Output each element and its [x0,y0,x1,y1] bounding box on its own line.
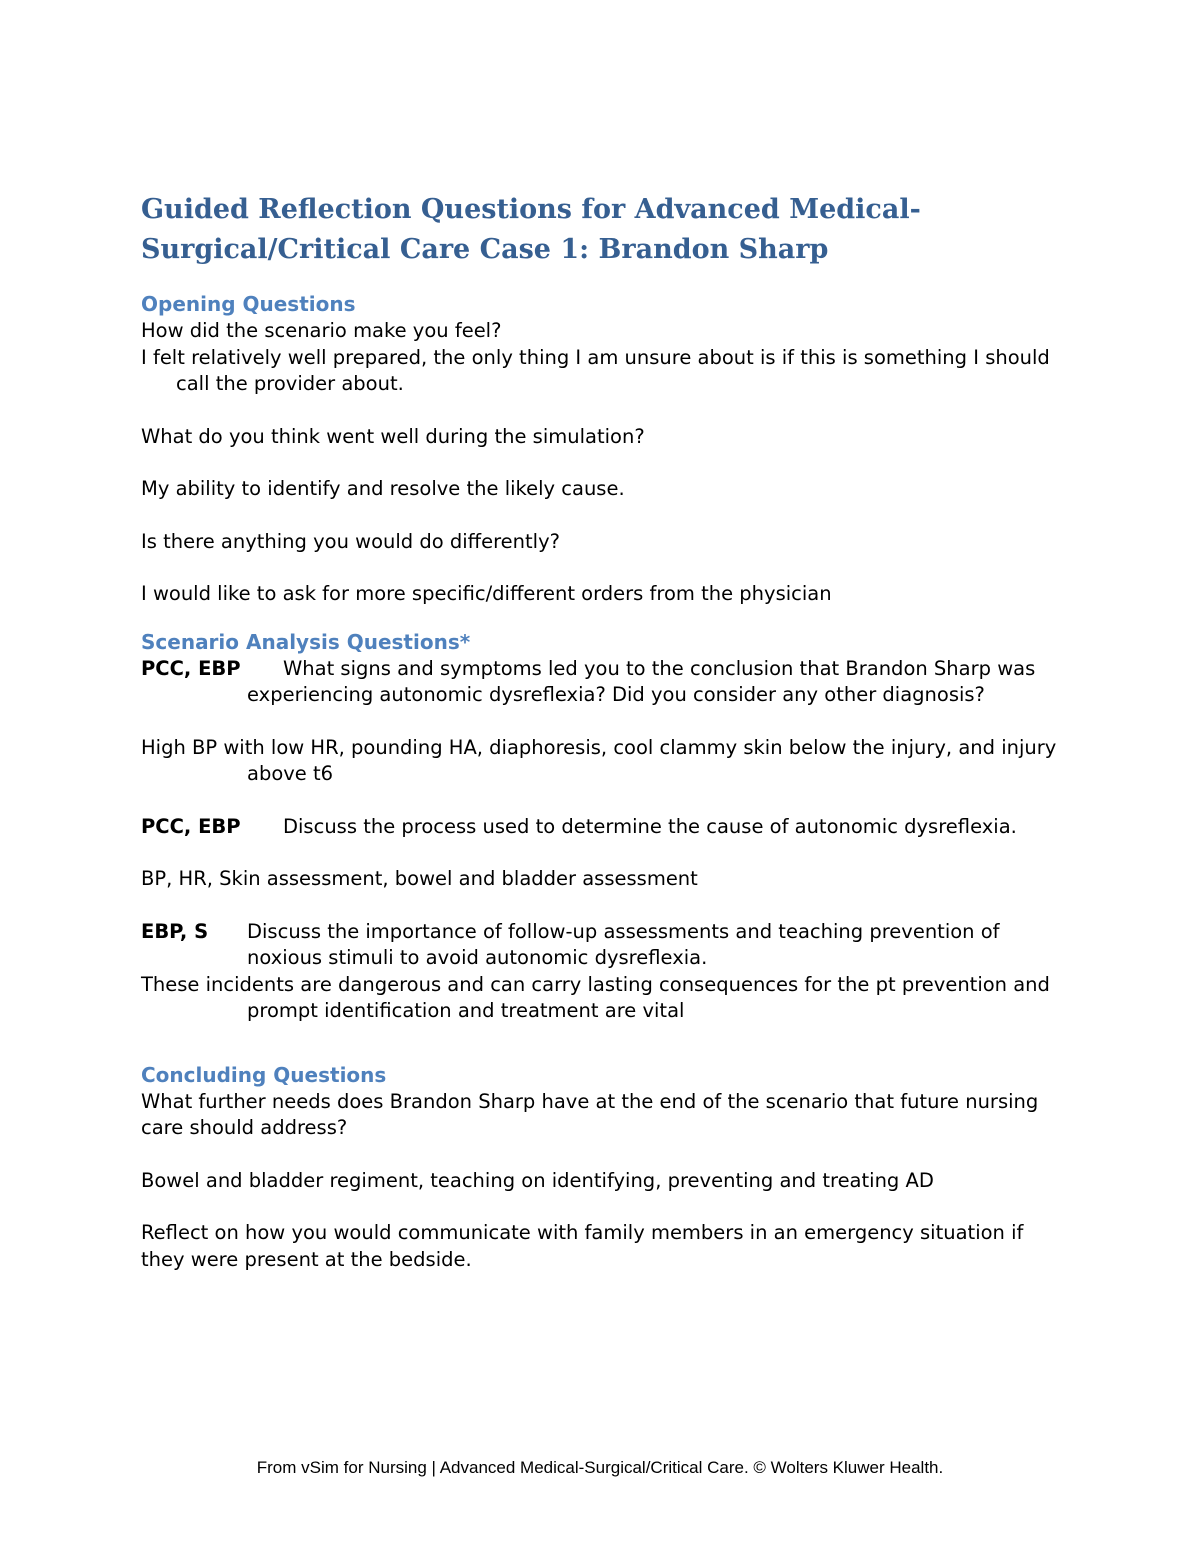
scenario-answer-3: These incidents are dangerous and can carry lasting consequences for the pt prevention and prompt identification and treatment are vital [141,972,1050,1022]
concluding-question-2: Reflect on how you would communicate with family members in an emergency situation if they were present at the bedside. [141,1221,1024,1271]
opening-question-3: Is there anything you would do differently? [141,529,560,553]
scenario-question-3 [141,919,1071,972]
opening-answer-3: I would like to ask for more specific/different orders from the physician [141,582,832,605]
competency-tag: EBP, S [141,919,209,943]
opening-question-1: How did the scenario make you feel? [141,319,502,342]
scenario-question-1 [141,656,1071,709]
competency-tag: PCC, EBP [141,814,241,838]
scenario-question-text: Discuss the process used to determine the cause of autonomic dysreflexia. [283,814,1017,838]
concluding-question-1: What further needs does Brandon Sharp have at the end of the scenario that future nursing care should address? [141,1089,1039,1139]
document-body [141,190,1071,1273]
scenario-answer-1: High BP with low HR, pounding HA, diaphoresis, cool clammy skin below the injury, and injury above t6 [141,735,1057,785]
competency-tag: PCC, EBP [141,656,241,680]
concluding-answer-1: Bowel and bladder regiment, teaching on identifying, preventing and treating AD [141,1168,934,1192]
scenario-question-text: What signs and symptoms led you to the conclusion that Brandon Sharp was experiencing autonomic dysreflexia? Did you consider any other diagnosis? [247,656,1036,706]
opening-questions-heading: Opening Questions [141,292,356,316]
scenario-analysis-heading: Scenario Analysis Questions* [141,629,471,654]
scenario-question-2 [141,814,1071,841]
scenario-answer-2: BP, HR, Skin assessment, bowel and bladder assessment [141,867,698,890]
concluding-questions-heading: Concluding Questions [141,1062,387,1087]
page-footer: From vSim for Nursing | Advanced Medical-Surgical/Critical Care. © Wolters Kluwer Health. [256,1458,944,1477]
opening-answer-2: My ability to identify and resolve the likely cause. [141,477,625,500]
document-title: Guided Reflection Questions for Advanced Medical-Surgical/Critical Care Case 1: Brandon Sharp [141,194,921,265]
scenario-question-text: Discuss the importance of follow-up assessments and teaching prevention of noxious stimuli to avoid autonomic dysreflexia. [247,919,1000,969]
opening-answer-1: I felt relatively well prepared, the only thing I am unsure about is if this is something I should call the provider about. [141,345,1050,395]
opening-question-2: What do you think went well during the simulation? [141,424,645,448]
